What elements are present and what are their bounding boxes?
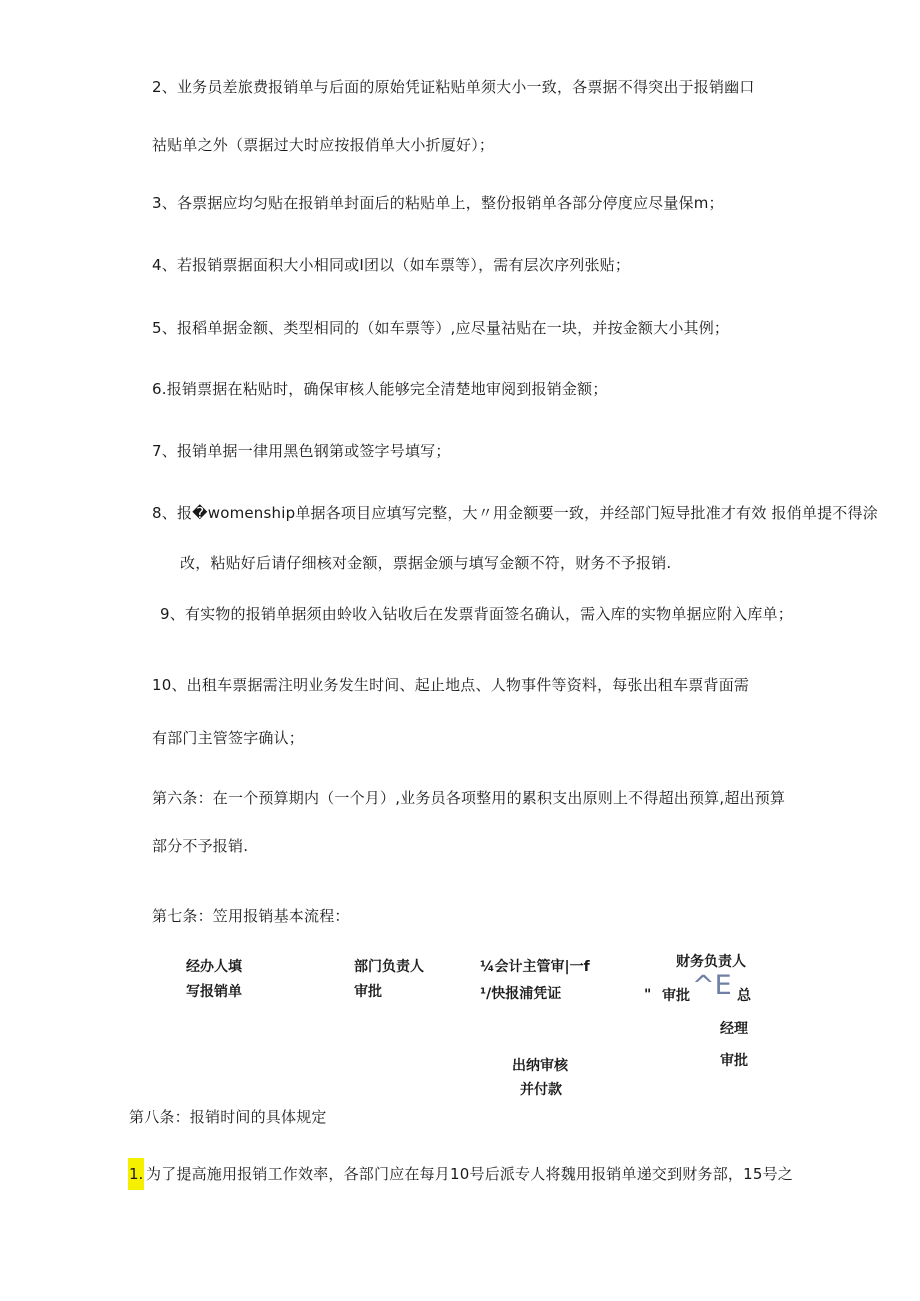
rule-3: 3、各票据应均匀贴在报销单封面后的粘贴单上，整份报销单各部分停度应尽量保m； bbox=[152, 194, 724, 212]
rule-8-line-1: 8、报�womenship单据各项目应填写完整，大〃用金额要一致，并经部门短导批准才有效 报俏单提不得涂 bbox=[152, 504, 878, 522]
rule-10-line-1: 10、出租车票据需注明业务发生时间、起止地点、人物事件等资料，每张出租车票背面需 bbox=[152, 676, 750, 694]
rule-4: 4、若报销票据面积大小相同或I团以（如车票等），需有层次序列张贴； bbox=[152, 256, 631, 274]
rule-7: 7、报销单据一律用黑色钢第或签字号填写； bbox=[152, 442, 451, 460]
flow-step-3-line-2: ¹/快报浦凭证 bbox=[480, 986, 562, 1002]
flow-step-2-line-1: 部门负责人 bbox=[354, 959, 424, 975]
rule-6: 6.报销票据在粘贴时，确保审核人能够完全清楚地审阅到报销金额； bbox=[152, 380, 608, 398]
article-8-heading: 第八条：报销时间的具体规定 bbox=[129, 1108, 327, 1126]
article-6-line-2: 部分不予报销. bbox=[152, 837, 249, 855]
rule-9: 9、有实物的报销单据须由蛉收入钻收后在发票背面签名确认，需入库的实物单据应附入库单； bbox=[160, 605, 793, 623]
flow-step-1-line-2: 写报销单 bbox=[186, 984, 242, 1000]
flow-step-5-line-1: 出纳审核 bbox=[512, 1058, 568, 1074]
flow-step-5-line-2: 并付款 bbox=[520, 1082, 562, 1098]
flow-step-4-scan-artifact: ^E bbox=[692, 970, 732, 1001]
article-6-line-1: 第六条：在一个预算期内（一个月）,业务员各项整用的累积支出原则上不得超出预算,超出预算 bbox=[152, 789, 786, 807]
flow-step-4-line-1: 财务负责人 bbox=[676, 954, 746, 970]
rule-2-line-1: 2、业务员差旅费报销单与后面的原始凭证粘贴单须大小一致，各票据不得突出于报销幽口 bbox=[152, 78, 755, 96]
rule-5: 5、报稻单据金额、类型相同的（如车票等）,应尽量祜贴在一块，并按金额大小其例； bbox=[152, 319, 730, 337]
flow-step-2-line-2: 审批 bbox=[354, 984, 382, 1000]
flow-step-4-line-4: 审批 bbox=[720, 1053, 748, 1069]
article-7-heading: 第七条：笠用报销基本流程： bbox=[152, 907, 350, 925]
flow-step-1-line-1: 经办人填 bbox=[186, 959, 242, 975]
rule-2-line-2: 祜贴单之外（票据过大时应按报俏单大小折厦好）； bbox=[152, 136, 495, 154]
rule-10-line-2: 有部门主管签字确认； bbox=[152, 729, 305, 747]
rule-8-line-2: 改，粘贴好后请仔细核对金额，票据金颁与填写金额不符，财务不予报销. bbox=[180, 554, 672, 572]
flow-step-4-line-2: 审批 bbox=[662, 988, 690, 1004]
paragraph-1-text: 为了提高施用报销工作效率，各部门应在每月10号后派专人将魏用报销单递交到财务部，15号之 bbox=[146, 1165, 793, 1183]
flow-step-4-line-2-tail: 总 bbox=[737, 988, 751, 1004]
flow-step-4-quote: " bbox=[644, 987, 652, 1003]
paragraph-1-number-highlight: 1. bbox=[128, 1158, 144, 1190]
flow-step-4-line-3: 经理 bbox=[720, 1021, 748, 1037]
flow-step-3-line-1: ¼会计主管审|一f bbox=[480, 959, 590, 975]
